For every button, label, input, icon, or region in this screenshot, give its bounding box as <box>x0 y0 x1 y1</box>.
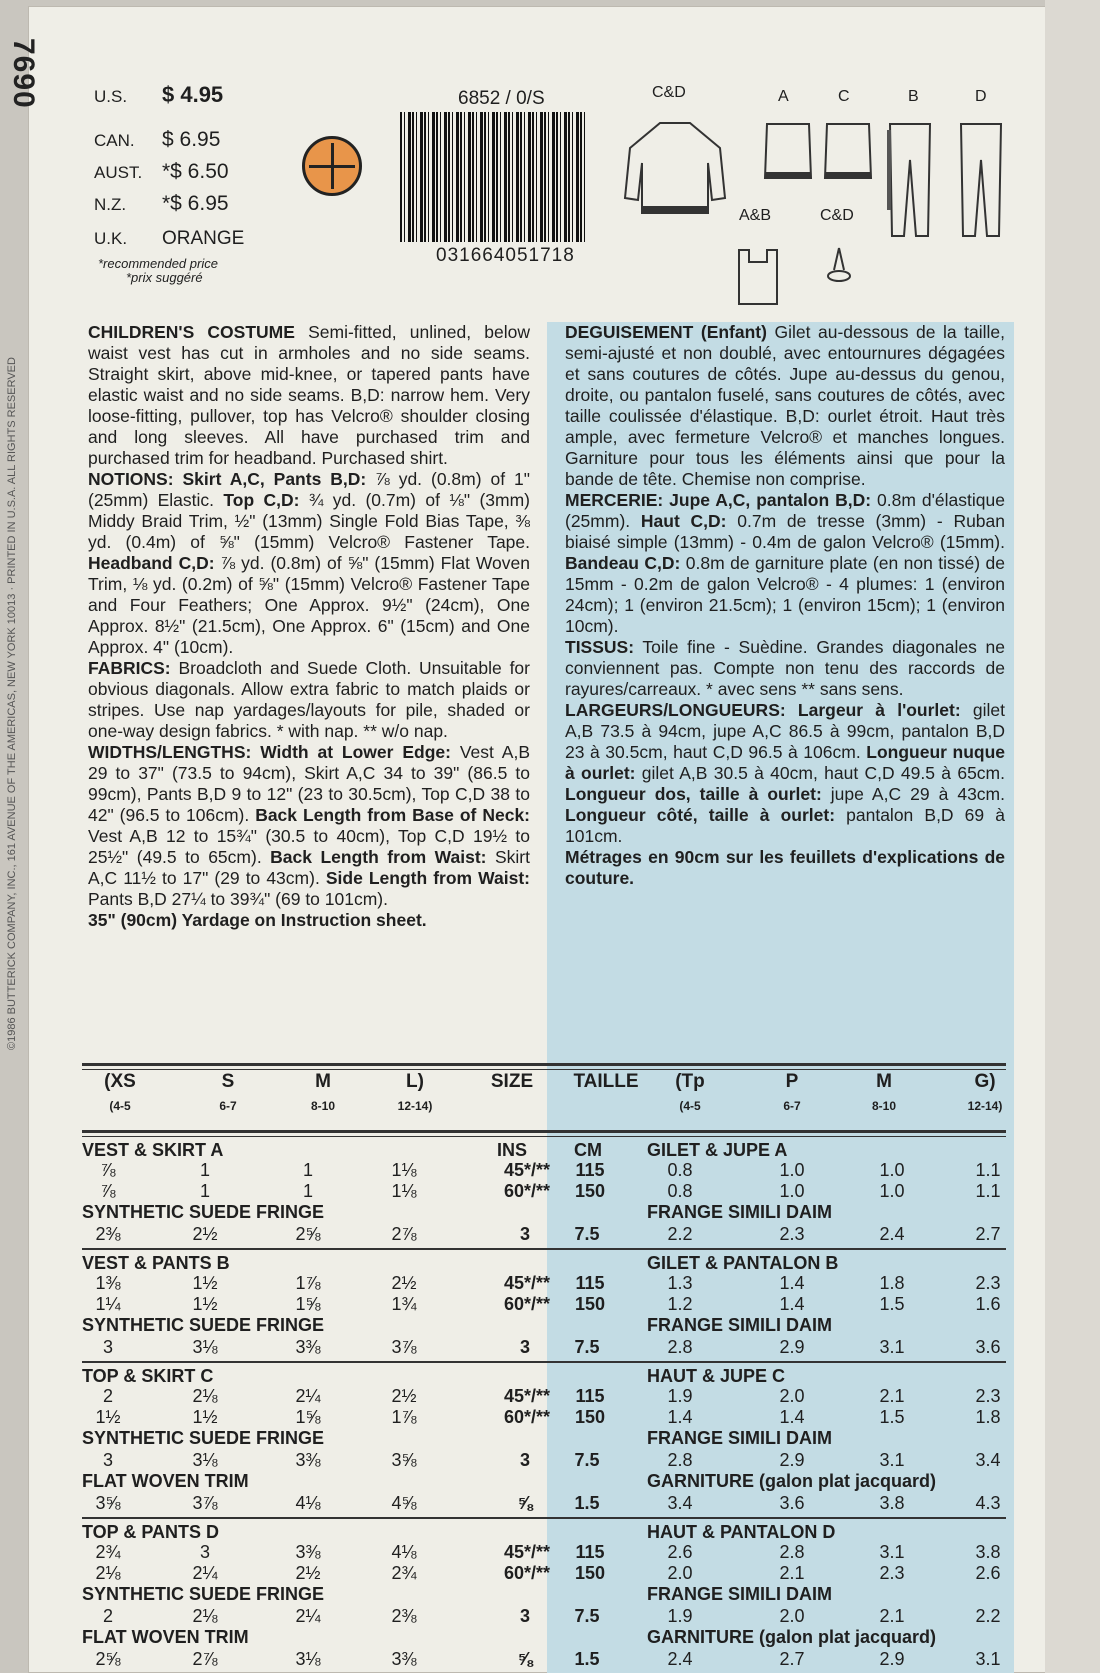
trim-value-en: 3⅜ <box>391 1649 417 1669</box>
pattern-number: 7690 <box>7 38 40 109</box>
yardage-value-fr: 1.8 <box>879 1273 905 1293</box>
fabric-width-ins: 60*/** <box>503 1407 551 1427</box>
copyright-side-text: ©1986 BUTTERICK COMPANY, INC., 161 AVENUE OF THE AMERICAS, NEW YORK 10013 · PRINTED IN U.S.A. ALL RIGHTS RESERVED <box>6 357 18 1050</box>
section-heading-fr: HAUT & PANTALON D <box>647 1522 836 1542</box>
yardage-value-fr: 1.0 <box>779 1181 805 1201</box>
yardage-value-en: 3⅜ <box>295 1542 321 1562</box>
orange-price-code-icon <box>302 136 362 196</box>
price-value: $ 4.95 <box>162 82 224 107</box>
yardage-value-fr: 1.4 <box>779 1273 805 1293</box>
size-header-en: S <box>221 1071 235 1092</box>
price-label: AUST. <box>94 163 143 182</box>
skirt-a-drawing-icon <box>762 120 814 182</box>
view-label-ab: A&B <box>739 207 772 224</box>
notions-headband-en: Headband C,D: <box>88 553 215 573</box>
trim-value-fr: 2.2 <box>667 1224 693 1244</box>
trim-value-en: 3⅝ <box>95 1493 121 1513</box>
price-note-fr: *prix suggéré <box>126 270 203 285</box>
trim-heading-fr: FRANGE SIMILI DAIM <box>647 1315 832 1335</box>
yardage-value-en: 1½ <box>192 1407 218 1427</box>
trim-heading-en: SYNTHETIC SUEDE FRINGE <box>82 1202 325 1222</box>
yardage-value-en: 1⅛ <box>391 1181 417 1201</box>
price-label: N.Z. <box>94 195 127 214</box>
yardage-value-en: ⅞ <box>100 1160 116 1180</box>
french-description <box>565 322 1005 889</box>
cm-label: CM <box>574 1140 602 1160</box>
section-heading-fr: GILET & JUPE A <box>647 1140 788 1160</box>
trim-width-cm: 7.5 <box>574 1606 600 1626</box>
yardage-value-fr: 2.6 <box>975 1563 1001 1583</box>
fabric-width-cm: 115 <box>575 1160 605 1180</box>
trim-value-fr: 2.3 <box>779 1224 805 1244</box>
price-label: U.K. <box>94 229 128 248</box>
price-label: CAN. <box>94 131 135 150</box>
trim-width-ins: 3 <box>519 1337 531 1357</box>
trim-value-fr: 3.6 <box>975 1337 1001 1357</box>
trim-value-en: 4⅛ <box>295 1493 321 1513</box>
top-cd-drawing-icon <box>620 118 730 223</box>
fabric-width-cm: 150 <box>574 1294 606 1314</box>
trim-value-fr: 2.7 <box>975 1224 1001 1244</box>
notions-text-fr: 0.8m d'élastique (25mm). <box>565 490 1005 531</box>
widths-heading-fr: LARGEURS/LONGUEURS: Largeur à l'ourlet: <box>565 700 961 720</box>
trim-heading-en: FLAT WOVEN TRIM <box>82 1627 249 1647</box>
trim-width-ins: 3 <box>519 1606 531 1626</box>
pants-d-drawing-icon <box>955 120 1007 240</box>
yardage-value-en: 1½ <box>192 1294 218 1314</box>
yardage-value-en: 2½ <box>391 1386 417 1406</box>
price-label: U.S. <box>94 87 128 106</box>
trim-value-en: 3⅝ <box>391 1450 417 1470</box>
fabric-width-ins: 45*/** <box>503 1386 551 1406</box>
trim-value-en: 2 <box>102 1606 114 1626</box>
widths-sub-fr: Longueur dos, taille à ourlet: <box>565 784 822 804</box>
yardage-value-en: 1¾ <box>391 1294 417 1314</box>
trim-value-en: 2⅛ <box>192 1606 218 1626</box>
trim-value-fr: 3.6 <box>779 1493 805 1513</box>
size-range-en: 8-10 <box>310 1099 336 1113</box>
size-header-en: L) <box>406 1071 424 1092</box>
yardage-value-en: 2⅛ <box>95 1563 121 1583</box>
yardage-value-en: 1⅞ <box>295 1273 321 1293</box>
yardage-value-fr: 1.4 <box>667 1407 693 1427</box>
yardage-value-fr: 3.1 <box>879 1542 905 1562</box>
trim-value-fr: 4.3 <box>975 1493 1001 1513</box>
price-row <box>94 226 244 250</box>
yardage-value-en: 1½ <box>192 1273 218 1293</box>
size-range-fr: 6-7 <box>783 1099 801 1113</box>
yardage-value-en: 1⅝ <box>295 1294 321 1314</box>
trim-heading-fr: FRANGE SIMILI DAIM <box>647 1202 832 1222</box>
fabric-width-ins: 60*/** <box>503 1294 551 1314</box>
price-row <box>94 128 220 152</box>
table-rule <box>82 1361 1006 1363</box>
trim-value-en: 2⅞ <box>192 1649 218 1669</box>
trim-value-en: 2⅜ <box>95 1224 121 1244</box>
yardage-value-fr: 2.3 <box>975 1273 1001 1293</box>
barcode-number: 031664051718 <box>436 245 575 266</box>
trim-value-en: 2¼ <box>295 1606 321 1626</box>
table-rule <box>82 1069 1006 1070</box>
trim-value-en: 2⅞ <box>391 1224 417 1244</box>
yardage-value-fr: 1.0 <box>779 1160 805 1180</box>
yardage-value-en: 3 <box>199 1542 211 1562</box>
widths-text-fr: pantalon B,D 69 à 101cm. <box>565 805 1005 846</box>
fabric-width-cm: 150 <box>574 1563 606 1583</box>
yardage-value-en: 2½ <box>295 1563 321 1583</box>
yardage-value-en: 2¾ <box>391 1563 417 1583</box>
trim-value-fr: 2.8 <box>667 1337 693 1357</box>
yardage-value-en: 1⅛ <box>391 1160 417 1180</box>
trim-value-en: 3⅞ <box>192 1493 218 1513</box>
notions-text-en: ⅞ yd. (0.8m) of 1"(25mm) Elastic. <box>88 469 530 510</box>
trim-heading-en: FLAT WOVEN TRIM <box>82 1471 249 1491</box>
section-heading-fr: GILET & PANTALON B <box>647 1253 839 1273</box>
yardage-value-fr: 0.8 <box>667 1160 693 1180</box>
view-label-cd-top: C&D <box>652 84 686 101</box>
size-header-en: (XS <box>104 1071 136 1092</box>
table-rule <box>82 1248 1006 1250</box>
yardage-value-fr: 2.3 <box>975 1386 1001 1406</box>
trim-value-en: 2½ <box>192 1224 218 1244</box>
yardage-value-fr: 1.8 <box>975 1407 1001 1427</box>
trim-value-fr: 2.9 <box>779 1450 805 1470</box>
price-row <box>94 82 223 108</box>
fabrics-text-en: Broadcloth and Suede Cloth. Unsuitable for obvious diagonals. Allow extra fabric to match plaids or stripes. Use nap yardages/layouts for pile, shaded or one-way design fabrics. * with nap. ** w/o nap. <box>88 658 530 741</box>
view-label-cd: C&D <box>820 207 854 224</box>
yardage-value-fr: 2.1 <box>779 1563 805 1583</box>
notions-text-fr: 0.8m de garniture plate (en non tissé) de 15mm - 0.2m de galon Velcro® - 4 plumes: 1 (environ 24cm); 1 (environ 21.5cm); 1 (environ 15cm); 1 (environ 10cm). <box>565 553 1005 636</box>
widths-sub-fr: Longueur nuque à ourlet: <box>565 742 1005 783</box>
trim-value-fr: 2.1 <box>879 1606 905 1626</box>
size-header-fr: P <box>785 1071 799 1092</box>
price-note-en: *recommended price <box>98 256 218 271</box>
trim-value-fr: 2.4 <box>879 1224 905 1244</box>
trim-heading-en: SYNTHETIC SUEDE FRINGE <box>82 1428 325 1448</box>
fabric-width-cm: 150 <box>574 1181 606 1201</box>
trim-value-en: 3⅜ <box>295 1337 321 1357</box>
notions-headband-fr: Bandeau C,D: <box>565 553 681 573</box>
background-strip <box>1045 0 1100 1673</box>
trim-value-en: 3 <box>102 1337 114 1357</box>
description-fr: Gilet au-dessous de la taille, semi-ajusté et non doublé, avec entournures dégagées et sans coutures de côtés. Jupe au-dessus du genou, droite, ou pantalon fuselé, sans coutures de côtés, avec taille coulissée d'élastique. B,D: ourlet étroit. Haut très ample, avec fermeture Velcro® et manches longues. Garniture pour tous les éléments ainsi que pour la bande de tête. Chemise non comprise. <box>565 322 1005 489</box>
widths-text-fr: jupe A,C 29 à 43cm. <box>821 784 1006 804</box>
view-label-a: A <box>778 88 789 105</box>
view-label-d: D <box>975 88 987 105</box>
yardage-value-fr: 1.3 <box>667 1273 693 1293</box>
size-range-en: 6-7 <box>219 1099 237 1113</box>
yardage-value-en: 2¾ <box>95 1542 121 1562</box>
trim-width-cm: 7.5 <box>574 1337 600 1357</box>
fabric-width-ins: 60*/** <box>503 1181 551 1201</box>
yardage-value-en: 2⅛ <box>192 1386 218 1406</box>
yardage-value-en: 1 <box>199 1181 211 1201</box>
notions-heading-fr: MERCERIE: Jupe A,C, pantalon B,D: <box>565 490 872 510</box>
trim-width-cm: 7.5 <box>574 1450 600 1470</box>
yardage-value-fr: 2.3 <box>879 1563 905 1583</box>
yardage-value-fr: 1.4 <box>779 1407 805 1427</box>
view-label-c: C <box>838 88 850 105</box>
yardage-value-en: 1⅜ <box>95 1273 121 1293</box>
trim-value-fr: 3.1 <box>879 1450 905 1470</box>
fabric-width-cm: 115 <box>575 1273 605 1293</box>
widths-text-en: Vest A,B 29 to 37" (73.5 to 94cm), Skirt A,C 34 to 39" (86.5 to 99cm), Pants B,D 9 to 12" (23 to 30.5cm), Top C,D 38 to 42" (96.5 to 106cm). <box>88 742 530 825</box>
trim-value-fr: 2.0 <box>779 1606 805 1626</box>
size-header-fr: (Tp <box>675 1071 705 1092</box>
trim-value-fr: 3.4 <box>667 1493 693 1513</box>
yardage-value-en: 1¼ <box>95 1294 121 1314</box>
trim-value-en: 3⅞ <box>391 1337 417 1357</box>
size-header-fr: G) <box>974 1071 996 1092</box>
fabric-width-ins: 60*/** <box>503 1563 551 1583</box>
vest-ab-drawing-icon <box>735 246 781 308</box>
title-en: CHILDREN'S COSTUME <box>88 322 295 342</box>
view-label-b: B <box>908 88 919 105</box>
trim-value-fr: 3.1 <box>879 1337 905 1357</box>
table-rule <box>82 1130 1006 1133</box>
title-fr: DEGUISEMENT (Enfant) <box>565 322 767 342</box>
yardage-value-fr: 1.6 <box>975 1294 1001 1314</box>
trim-value-en: 4⅝ <box>391 1493 417 1513</box>
yardage-value-fr: 3.8 <box>975 1542 1001 1562</box>
yardage-value-en: 4⅛ <box>391 1542 417 1562</box>
trim-heading-fr: FRANGE SIMILI DAIM <box>647 1428 832 1448</box>
trim-value-fr: 3.8 <box>879 1493 905 1513</box>
fabric-width-ins: 45*/** <box>503 1160 551 1180</box>
ins-label: INS <box>496 1140 528 1160</box>
fabric-width-cm: 115 <box>575 1542 605 1562</box>
trim-value-fr: 2.9 <box>779 1337 805 1357</box>
yardage-value-en: 2¼ <box>295 1386 321 1406</box>
yardage-value-en: 1 <box>302 1160 314 1180</box>
notions-heading-en: NOTIONS: Skirt A,C, Pants B,D: <box>88 469 367 489</box>
widths-text-fr: gilet A,B 73.5 à 94cm, jupe A,C 86.5 à 99cm, pantalon B,D 23 à 30.5cm, haut C,D 96.5 à 106cm. <box>565 700 1006 762</box>
section-heading-en: VEST & PANTS B <box>82 1253 230 1273</box>
notions-text-fr: 0.7m de tresse (3mm) - Ruban biaisé simple (13mm) - 0.4m de galon Velcro® (15mm). <box>565 511 1006 552</box>
trim-value-fr: 1.9 <box>667 1606 693 1626</box>
size-range-fr: 12-14) <box>967 1099 1003 1113</box>
yardage-value-fr: 2.8 <box>779 1542 805 1562</box>
notions-text-en: ⅞ yd. (0.8m) of ⅝" (15mm) Flat Woven Trim, ⅛ yd. (0.2m) of ⅝" (15mm) Velcro® Fastener Tape and Four Feathers; One Approx. 9½" (24cm), One Approx. 8½" (21.5cm), One Approx. 6" (15cm) and One Approx. 4" (10cm). <box>88 553 530 657</box>
yardage-value-en: 1 <box>302 1181 314 1201</box>
widths-text-en: Skirt A,C 11½ to 17" (29 to 43cm). <box>88 847 530 888</box>
pants-b-drawing-icon <box>884 120 936 240</box>
barcode-graphic <box>400 112 585 242</box>
trim-width-ins: 3 <box>519 1450 531 1470</box>
fabric-width-cm: 150 <box>574 1407 606 1427</box>
stock-code: 6852 / 0/S <box>458 88 545 109</box>
fabric-width-ins: 45*/** <box>503 1273 551 1293</box>
fabric-width-ins: 45*/** <box>503 1542 551 1562</box>
skirt-c-drawing-icon <box>822 120 874 182</box>
headband-feather-icon <box>824 246 854 286</box>
trim-width-cm: 1.5 <box>574 1493 600 1513</box>
fabric-width-cm: 115 <box>575 1386 605 1406</box>
trim-value-en: 2⅜ <box>391 1606 417 1626</box>
trim-value-en: 3⅜ <box>295 1450 321 1470</box>
yardage-value-fr: 1.0 <box>879 1181 905 1201</box>
yardage-value-fr: 1.1 <box>975 1160 1001 1180</box>
price-value: $ 6.95 <box>162 128 221 151</box>
yardage-value-en: 1⅝ <box>295 1407 321 1427</box>
yardage-value-fr: 1.2 <box>667 1294 693 1314</box>
price-note <box>98 257 218 285</box>
size-label: SIZE <box>490 1071 534 1092</box>
trim-width-ins: 3 <box>519 1224 531 1244</box>
yardage-value-fr: 2.6 <box>667 1542 693 1562</box>
trim-heading-fr: GARNITURE (galon plat jacquard) <box>647 1627 937 1647</box>
notions-top-fr: Haut C,D: <box>640 511 727 531</box>
trim-value-fr: 2.8 <box>667 1450 693 1470</box>
size-range-fr: (4-5 <box>679 1099 701 1113</box>
notions-text-en: ¾ yd. (0.7m) of ⅛" (3mm) Middy Braid Trim, ½" (13mm) Single Fold Bias Tape, ⅜ yd. (0.4m) of ⅝" (15mm) Velcro® Fastener Tape. <box>88 490 530 552</box>
price-value: *$ 6.50 <box>162 160 229 183</box>
yardage-value-fr: 0.8 <box>667 1181 693 1201</box>
yardage-value-fr: 1.1 <box>975 1181 1001 1201</box>
trim-value-en: 3⅛ <box>192 1450 218 1470</box>
price-row <box>94 160 229 184</box>
yardage-value-fr: 2.0 <box>667 1563 693 1583</box>
fabrics-heading-en: FABRICS: <box>88 658 171 678</box>
trim-heading-fr: GARNITURE (galon plat jacquard) <box>647 1471 937 1491</box>
trim-value-en: 3 <box>102 1450 114 1470</box>
table-rule <box>82 1517 1006 1519</box>
trim-width-ins: ⅝ <box>517 1649 533 1669</box>
trim-value-en: 2⅝ <box>95 1649 121 1669</box>
table-rule <box>82 1063 1006 1066</box>
yardage-value-fr: 1.0 <box>879 1160 905 1180</box>
trim-width-ins: ⅝ <box>517 1493 533 1513</box>
yardage-note-en: 35" (90cm) Yardage on Instruction sheet. <box>88 910 427 930</box>
trim-width-cm: 7.5 <box>574 1224 600 1244</box>
yardage-value-en: 2½ <box>391 1273 417 1293</box>
yardage-value-en: 1 <box>199 1160 211 1180</box>
trim-value-en: 3⅛ <box>295 1649 321 1669</box>
fabrics-text-fr: Toile fine - Suèdine. Grandes diagonales ne conviennent pas. Compte non tenu des raccords de rayures/carreaux. * avec sens ** sans sens. <box>565 637 1005 699</box>
price-row <box>94 192 229 216</box>
size-range-en: 12-14) <box>397 1099 433 1113</box>
trim-value-fr: 2.7 <box>779 1649 805 1669</box>
trim-value-fr: 2.9 <box>879 1649 905 1669</box>
section-heading-fr: HAUT & JUPE C <box>647 1366 786 1386</box>
trim-value-en: 2⅝ <box>295 1224 321 1244</box>
widths-sub-en: Back Length from Waist: <box>270 847 487 867</box>
trim-value-fr: 3.1 <box>975 1649 1001 1669</box>
yardage-value-fr: 2.1 <box>879 1386 905 1406</box>
yardage-value-fr: 2.0 <box>779 1386 805 1406</box>
widths-sub-en: Side Length from Waist: <box>325 868 530 888</box>
yardage-value-en: 1½ <box>95 1407 121 1427</box>
yardage-value-fr: 1.5 <box>879 1294 905 1314</box>
yardage-value-en: 2 <box>102 1386 114 1406</box>
widths-sub-en: Back Length from Base of Neck: <box>255 805 531 825</box>
widths-text-en: Vest A,B 12 to 15¾" (30.5 to 40cm), Top C,D 19½ to 25½" (49.5 to 65cm). <box>88 826 530 867</box>
widths-text-en: Pants B,D 27¼ to 39¾" (69 to 101cm). <box>88 889 388 909</box>
yardage-value-en: 1⅞ <box>391 1407 417 1427</box>
trim-value-fr: 2.2 <box>975 1606 1001 1626</box>
size-header-fr: M <box>876 1071 892 1092</box>
trim-heading-fr: FRANGE SIMILI DAIM <box>647 1584 832 1604</box>
trim-value-en: 3⅛ <box>192 1337 218 1357</box>
yardage-value-en: 2¼ <box>192 1563 218 1583</box>
section-heading-en: TOP & SKIRT C <box>82 1366 214 1386</box>
widths-text-fr: gilet A,B 30.5 à 40cm, haut C,D 49.5 à 65cm. <box>635 763 1005 783</box>
trim-value-fr: 2.4 <box>667 1649 693 1669</box>
taille-label: TAILLE <box>573 1071 639 1092</box>
description-en: Semi-fitted, unlined, below waist vest has cut in armholes and no side seams. Straight skirt, above mid-knee, or tapered pants have elastic waist and no side seams. B,D: narrow hem. Very loose-fitting, pullover, top has Velcro® shoulder closing and long sleeves. All have purchased trim and purchased trim for headband. Purchased shirt. <box>88 322 530 468</box>
table-rule <box>82 1136 1006 1137</box>
yardage-value-fr: 1.9 <box>667 1386 693 1406</box>
trim-heading-en: SYNTHETIC SUEDE FRINGE <box>82 1315 325 1335</box>
size-range-en: (4-5 <box>109 1099 131 1113</box>
yardage-value-fr: 1.4 <box>779 1294 805 1314</box>
price-value: ORANGE <box>162 228 245 249</box>
yardage-note-fr: Métrages en 90cm sur les feuillets d'explications de couture. <box>565 847 1005 888</box>
size-range-fr: 8-10 <box>871 1099 897 1113</box>
price-value: *$ 6.95 <box>162 192 229 215</box>
trim-heading-en: SYNTHETIC SUEDE FRINGE <box>82 1584 325 1604</box>
notions-top-en: Top C,D: <box>223 490 300 510</box>
trim-width-cm: 1.5 <box>574 1649 600 1669</box>
size-header-en: M <box>315 1071 331 1092</box>
trim-value-fr: 3.4 <box>975 1450 1001 1470</box>
yardage-value-fr: 1.5 <box>879 1407 905 1427</box>
widths-heading-en: WIDTHS/LENGTHS: Width at Lower Edge: <box>88 742 451 762</box>
section-heading-en: TOP & PANTS D <box>82 1522 220 1542</box>
english-description <box>88 322 530 931</box>
fabrics-heading-fr: TISSUS: <box>565 637 635 657</box>
yardage-value-en: ⅞ <box>100 1181 116 1201</box>
widths-sub-fr: Longueur côté, taille à ourlet: <box>565 805 836 825</box>
section-heading-en: VEST & SKIRT A <box>82 1140 224 1160</box>
